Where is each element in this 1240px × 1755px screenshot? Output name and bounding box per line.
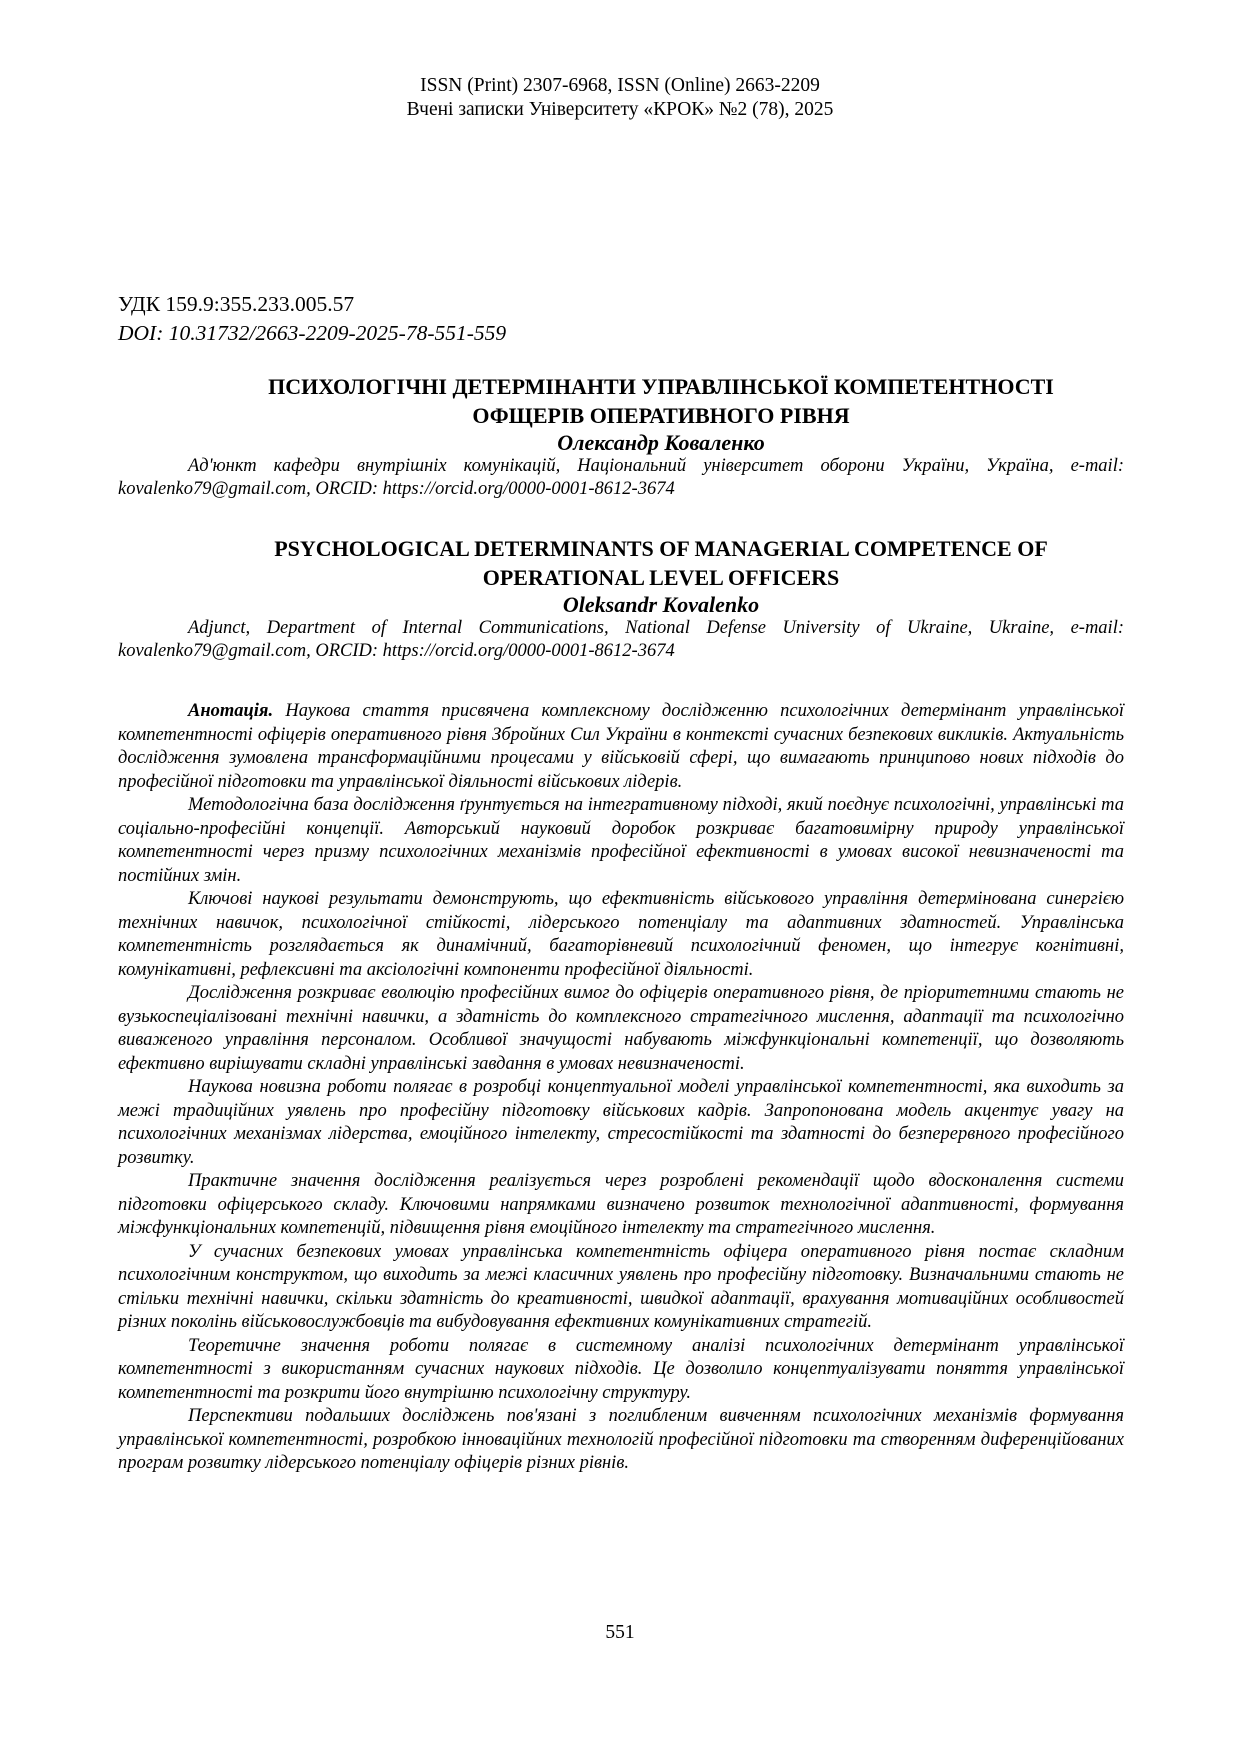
abstract-paragraph: Наукова новизна роботи полягає в розробці концептуальної моделі управлінської компетентності, яка виходить за межі традиційних уявлень про професійну підготовку військових кадрів. Запропонована модель акцентує увагу на психологічних механізмах лідерства, емоційного інтелекту, стресостійкості та здатності до безперервного професійного розвитку. bbox=[118, 1077, 1124, 1168]
abstract-paragraph: Ключові наукові результати демонструють, що ефективність військового управління детермінована синергією технічних навичок, психологічної стійкості, лідерського потенціалу та адаптивних здатностей. Управлінська компетентність розглядається як динамічний, багаторівневий психологічний феномен, що інтегрує когнітивні, комунікативні, рефлексивні та аксіологічні компоненти професійної діяльності. bbox=[118, 889, 1124, 980]
english-affiliation: Adjunct, Department of Internal Communications, National Defense University of Ukraine, Ukraine, e-mail: kovalenko79@gmail.com, ORCID: https://orcid.org/0000-0001-8612-3674 bbox=[118, 618, 1124, 661]
ukrainian-title-line-1: ПСИХОЛОГІЧНІ ДЕТЕРМІНАНТИ УПРАВЛІНСЬКОЇ КОМПЕТЕНТНОСТІ bbox=[268, 374, 1054, 399]
ukrainian-title-line-2: ОФЩЕРІВ ОПЕРАТИВНОГО РІВНЯ bbox=[472, 403, 850, 428]
abstract-paragraph: Практичне значення дослідження реалізується через розроблені рекомендації щодо вдосконалення системи підготовки офіцерського складу. Ключовими напрямками визначено розвиток технологічної адаптивності, формування міжфункціональних компетенцій, підвищення рівня емоційного інтелекту та стратегічного мислення. bbox=[118, 1171, 1124, 1238]
english-author: Oleksandr Kovalenko bbox=[562, 592, 760, 617]
journal-line: Вчені записки Університету «КРОК» №2 (78), 2025 bbox=[406, 99, 834, 120]
article-identifiers bbox=[118, 290, 506, 348]
ukrainian-title-block bbox=[118, 372, 1124, 501]
ukrainian-title bbox=[118, 372, 1124, 430]
abstract-paragraph: Дослідження розкриває еволюцію професійних вимог до офіцерів оперативного рівня, де пріоритетними стають не вузькоспеціалізовані технічні навички, а здатність до комплексного стратегічного мислення, адаптації та психологічно виваженого управління персоналом. Особливої значущості набувають міжфункціональні компетенції, що дозволяють ефективно вирішувати складні управлінські завдання в умовах невизначеності. bbox=[118, 983, 1124, 1074]
issn-line: ISSN (Print) 2307-6968, ISSN (Online) 2663-2209 bbox=[420, 75, 820, 96]
page-number: 551 bbox=[605, 1622, 635, 1643]
english-title bbox=[118, 534, 1124, 592]
ukrainian-affiliation: Ад'юнкт кафедри внутрішніх комунікацій, Національний університет оборони України, Україна, e-mail: kovalenko79@gmail.com, ORCID: https://orcid.org/0000-0001-8612-3674 bbox=[118, 456, 1124, 499]
english-title-block bbox=[118, 534, 1124, 663]
abstract-paragraph: Перспективи подальших досліджень пов'язані з поглибленим вивченням психологічних механізмів формування управлінської компетентності, розробкою інноваційних технологій професійної підготовки та створенням диференційованих програм розвитку лідерського потенціалу офіцерів різних рівнів. bbox=[118, 1406, 1124, 1473]
ukrainian-author: Олександр Коваленко bbox=[557, 430, 765, 455]
running-header bbox=[0, 74, 1240, 122]
abstract-paragraph-text: Наукова стаття присвячена комплексному дослідженню психологічних детермінант управлінської компетентності офіцерів оперативного рівня Збройних Сил України в контексті сучасних безпекових викликів. Актуальність дослідження зумовлена трансформаційними процесами у військовій сфері, що вимагають принципово нових підходів до професійної підготовки та управлінської діяльності військових лідерів. bbox=[118, 701, 1125, 792]
abstract-paragraph: Методологічна база дослідження ґрунтується на інтегративному підході, який поєднує психологічні, управлінські та соціально-професійні концепції. Авторський науковий доробок розкриває багатовимірну природу управлінської компетентності через призму психологічних механізмів професійної ефективності в умовах високої невизначеності та постійних змін. bbox=[118, 795, 1124, 886]
english-title-line-1: PSYCHOLOGICAL DETERMINANTS OF MANAGERIAL COMPETENCE OF bbox=[274, 536, 1048, 561]
abstract-paragraph bbox=[118, 700, 1124, 794]
abstract bbox=[118, 700, 1124, 1476]
english-title-line-2: OPERATIONAL LEVEL OFFICERS bbox=[482, 565, 840, 590]
abstract-heading: Анотація. bbox=[188, 701, 274, 721]
abstract-paragraph: Теоретичне значення роботи полягає в системному аналізі психологічних детермінант управлінської компетентності з використанням сучасних наукових підходів. Це дозволило концептуалізувати поняття управлінської компетентності та розкрити його внутрішню психологічну структуру. bbox=[118, 1335, 1124, 1403]
abstract-paragraph: У сучасних безпекових умовах управлінська компетентність офіцера оперативного рівня постає складним психологічним конструктом, що виходить за межі класичних уявлень про професійну підготовку. Визначальними стають не стільки технічні навички, скільки здатність до креативності, швидкої адаптації, врахування мотиваційних особливостей різних поколінь військовослужбовців та вибудовування ефективних комунікативних стратегій. bbox=[118, 1241, 1124, 1332]
doi-link[interactable]: DOI: 10.31732/2663-2209-2025-78-551-559 bbox=[118, 321, 507, 345]
udk-code: УДК 159.9:355.233.005.57 bbox=[118, 292, 355, 316]
